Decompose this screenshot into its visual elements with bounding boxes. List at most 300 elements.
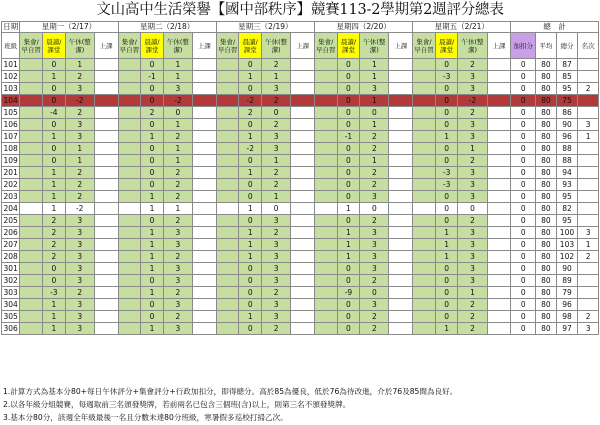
score-cell[interactable] xyxy=(314,275,337,287)
score-cell[interactable]: 3 xyxy=(360,239,389,251)
score-cell[interactable] xyxy=(118,107,141,119)
score-cell[interactable] xyxy=(389,167,413,179)
score-cell[interactable]: 2 xyxy=(360,323,389,335)
score-cell[interactable] xyxy=(20,203,43,215)
rank-cell[interactable] xyxy=(578,179,599,191)
average-cell[interactable]: 80 xyxy=(536,119,557,131)
score-cell[interactable] xyxy=(94,59,118,71)
score-cell[interactable]: 1 xyxy=(65,59,94,71)
score-cell[interactable]: 2 xyxy=(43,227,66,239)
class-cell[interactable]: 102 xyxy=(2,71,20,83)
score-cell[interactable] xyxy=(20,155,43,167)
score-cell[interactable]: 2 xyxy=(43,239,66,251)
score-cell[interactable] xyxy=(314,179,337,191)
adjust-cell[interactable]: 0 xyxy=(511,323,536,335)
class-cell[interactable]: 206 xyxy=(2,227,20,239)
score-cell[interactable]: 1 xyxy=(141,251,164,263)
score-cell[interactable] xyxy=(389,299,413,311)
score-cell[interactable]: 2 xyxy=(458,299,487,311)
score-cell[interactable] xyxy=(118,203,141,215)
score-cell[interactable]: 1 xyxy=(43,191,66,203)
score-cell[interactable]: 1 xyxy=(360,59,389,71)
score-cell[interactable] xyxy=(314,71,337,83)
score-cell[interactable] xyxy=(216,95,239,107)
score-cell[interactable] xyxy=(118,191,141,203)
score-cell[interactable] xyxy=(389,263,413,275)
score-cell[interactable]: 2 xyxy=(239,107,262,119)
score-cell[interactable] xyxy=(20,299,43,311)
score-cell[interactable]: 2 xyxy=(458,323,487,335)
score-cell[interactable] xyxy=(216,251,239,263)
adjust-cell[interactable]: 0 xyxy=(511,179,536,191)
score-cell[interactable]: 3 xyxy=(360,83,389,95)
score-cell[interactable] xyxy=(487,83,511,95)
score-cell[interactable]: 2 xyxy=(65,107,94,119)
score-cell[interactable] xyxy=(94,131,118,143)
class-cell[interactable]: 205 xyxy=(2,215,20,227)
score-cell[interactable]: 0 xyxy=(43,59,66,71)
score-cell[interactable]: 0 xyxy=(262,203,291,215)
score-cell[interactable] xyxy=(413,71,436,83)
score-cell[interactable]: 1 xyxy=(239,239,262,251)
score-cell[interactable]: 2 xyxy=(43,215,66,227)
score-cell[interactable]: 2 xyxy=(458,311,487,323)
score-cell[interactable] xyxy=(20,275,43,287)
table-row[interactable] xyxy=(2,275,599,287)
average-cell[interactable]: 80 xyxy=(536,71,557,83)
score-cell[interactable]: 0 xyxy=(435,191,458,203)
score-cell[interactable] xyxy=(314,143,337,155)
score-cell[interactable]: -3 xyxy=(435,167,458,179)
score-cell[interactable] xyxy=(20,83,43,95)
score-cell[interactable] xyxy=(487,191,511,203)
score-cell[interactable] xyxy=(216,275,239,287)
score-cell[interactable] xyxy=(291,263,315,275)
score-cell[interactable] xyxy=(216,203,239,215)
table-row[interactable] xyxy=(2,215,599,227)
adjust-cell[interactable]: 0 xyxy=(511,203,536,215)
score-cell[interactable] xyxy=(94,71,118,83)
score-cell[interactable]: -1 xyxy=(337,131,360,143)
score-cell[interactable] xyxy=(413,167,436,179)
average-cell[interactable]: 80 xyxy=(536,299,557,311)
score-cell[interactable] xyxy=(118,95,141,107)
score-cell[interactable] xyxy=(94,215,118,227)
score-cell[interactable] xyxy=(20,119,43,131)
score-cell[interactable]: 2 xyxy=(360,275,389,287)
score-cell[interactable] xyxy=(216,323,239,335)
score-cell[interactable]: 0 xyxy=(435,59,458,71)
score-cell[interactable] xyxy=(216,119,239,131)
score-cell[interactable] xyxy=(314,119,337,131)
adjust-cell[interactable]: 0 xyxy=(511,275,536,287)
score-cell[interactable] xyxy=(487,179,511,191)
class-cell[interactable]: 203 xyxy=(2,191,20,203)
total-cell[interactable]: 85 xyxy=(556,71,578,83)
score-cell[interactable] xyxy=(192,179,216,191)
table-row[interactable] xyxy=(2,299,599,311)
score-cell[interactable]: 2 xyxy=(360,311,389,323)
score-cell[interactable]: 1 xyxy=(141,227,164,239)
score-cell[interactable] xyxy=(291,179,315,191)
score-cell[interactable]: -3 xyxy=(435,179,458,191)
score-cell[interactable] xyxy=(389,95,413,107)
score-cell[interactable]: 3 xyxy=(360,263,389,275)
score-cell[interactable] xyxy=(118,71,141,83)
score-cell[interactable]: 2 xyxy=(262,323,291,335)
score-cell[interactable]: 0 xyxy=(337,215,360,227)
score-cell[interactable] xyxy=(192,95,216,107)
score-cell[interactable] xyxy=(389,287,413,299)
total-cell[interactable]: 94 xyxy=(556,167,578,179)
score-cell[interactable]: 0 xyxy=(141,143,164,155)
score-cell[interactable] xyxy=(389,143,413,155)
score-cell[interactable] xyxy=(413,179,436,191)
score-cell[interactable]: 0 xyxy=(337,311,360,323)
score-cell[interactable]: 0 xyxy=(239,59,262,71)
score-cell[interactable]: 2 xyxy=(163,131,192,143)
score-cell[interactable] xyxy=(192,203,216,215)
score-cell[interactable] xyxy=(413,143,436,155)
total-cell[interactable]: 88 xyxy=(556,155,578,167)
score-cell[interactable] xyxy=(314,95,337,107)
score-cell[interactable] xyxy=(314,107,337,119)
score-cell[interactable]: 0 xyxy=(141,275,164,287)
score-cell[interactable]: 1 xyxy=(435,131,458,143)
adjust-cell[interactable]: 0 xyxy=(511,107,536,119)
class-cell[interactable]: 103 xyxy=(2,83,20,95)
score-cell[interactable] xyxy=(291,227,315,239)
score-cell[interactable]: 0 xyxy=(337,119,360,131)
score-cell[interactable]: 1 xyxy=(43,71,66,83)
rank-cell[interactable] xyxy=(578,215,599,227)
class-cell[interactable]: 304 xyxy=(2,299,20,311)
score-cell[interactable]: 0 xyxy=(435,299,458,311)
total-cell[interactable]: 89 xyxy=(556,275,578,287)
score-cell[interactable] xyxy=(20,167,43,179)
score-cell[interactable]: 3 xyxy=(458,179,487,191)
score-cell[interactable] xyxy=(487,143,511,155)
score-cell[interactable]: 2 xyxy=(65,287,94,299)
score-cell[interactable]: 3 xyxy=(163,275,192,287)
score-cell[interactable] xyxy=(192,131,216,143)
score-cell[interactable] xyxy=(118,155,141,167)
score-cell[interactable] xyxy=(192,167,216,179)
adjust-cell[interactable]: 0 xyxy=(511,215,536,227)
score-cell[interactable]: 2 xyxy=(458,59,487,71)
class-cell[interactable]: 202 xyxy=(2,179,20,191)
score-cell[interactable] xyxy=(192,71,216,83)
score-cell[interactable] xyxy=(192,287,216,299)
score-cell[interactable]: 2 xyxy=(360,179,389,191)
score-cell[interactable] xyxy=(20,311,43,323)
score-cell[interactable] xyxy=(118,263,141,275)
score-cell[interactable] xyxy=(118,59,141,71)
score-cell[interactable] xyxy=(413,203,436,215)
adjust-cell[interactable]: 0 xyxy=(511,59,536,71)
score-cell[interactable]: -9 xyxy=(337,287,360,299)
score-cell[interactable] xyxy=(192,107,216,119)
score-cell[interactable] xyxy=(216,167,239,179)
adjust-cell[interactable]: 0 xyxy=(511,299,536,311)
score-cell[interactable] xyxy=(314,323,337,335)
score-cell[interactable] xyxy=(291,83,315,95)
score-cell[interactable]: -2 xyxy=(458,95,487,107)
table-row[interactable] xyxy=(2,227,599,239)
score-cell[interactable] xyxy=(192,323,216,335)
score-cell[interactable]: 2 xyxy=(360,215,389,227)
score-cell[interactable] xyxy=(413,239,436,251)
score-cell[interactable] xyxy=(487,155,511,167)
score-cell[interactable] xyxy=(216,155,239,167)
table-row[interactable] xyxy=(2,167,599,179)
score-cell[interactable] xyxy=(20,251,43,263)
score-cell[interactable] xyxy=(20,239,43,251)
score-cell[interactable] xyxy=(192,155,216,167)
score-cell[interactable]: 1 xyxy=(360,155,389,167)
adjust-cell[interactable]: 0 xyxy=(511,155,536,167)
average-cell[interactable]: 80 xyxy=(536,215,557,227)
score-cell[interactable] xyxy=(413,131,436,143)
score-cell[interactable] xyxy=(389,131,413,143)
score-cell[interactable] xyxy=(314,203,337,215)
score-cell[interactable] xyxy=(291,167,315,179)
score-cell[interactable]: 1 xyxy=(360,119,389,131)
score-cell[interactable]: 1 xyxy=(163,71,192,83)
score-cell[interactable]: 2 xyxy=(458,155,487,167)
score-cell[interactable]: 0 xyxy=(337,167,360,179)
score-cell[interactable] xyxy=(389,251,413,263)
score-cell[interactable]: 2 xyxy=(65,179,94,191)
score-cell[interactable] xyxy=(487,119,511,131)
total-cell[interactable]: 96 xyxy=(556,299,578,311)
score-cell[interactable]: 1 xyxy=(163,155,192,167)
score-cell[interactable] xyxy=(20,59,43,71)
rank-cell[interactable] xyxy=(578,95,599,107)
score-cell[interactable] xyxy=(291,143,315,155)
class-cell[interactable]: 104 xyxy=(2,95,20,107)
score-cell[interactable] xyxy=(487,107,511,119)
score-cell[interactable] xyxy=(192,263,216,275)
score-cell[interactable]: -2 xyxy=(239,95,262,107)
score-cell[interactable] xyxy=(389,179,413,191)
score-cell[interactable]: 2 xyxy=(65,71,94,83)
rank-cell[interactable]: 2 xyxy=(578,83,599,95)
total-cell[interactable]: 90 xyxy=(556,119,578,131)
score-cell[interactable] xyxy=(389,107,413,119)
score-cell[interactable]: 3 xyxy=(458,131,487,143)
score-cell[interactable]: 3 xyxy=(65,323,94,335)
score-cell[interactable]: 0 xyxy=(141,215,164,227)
average-cell[interactable]: 80 xyxy=(536,323,557,335)
score-cell[interactable] xyxy=(389,239,413,251)
score-cell[interactable] xyxy=(94,155,118,167)
score-cell[interactable]: 1 xyxy=(163,143,192,155)
class-cell[interactable]: 306 xyxy=(2,323,20,335)
score-cell[interactable]: 0 xyxy=(435,203,458,215)
score-cell[interactable] xyxy=(94,227,118,239)
score-cell[interactable]: 3 xyxy=(458,71,487,83)
score-cell[interactable] xyxy=(216,299,239,311)
score-cell[interactable]: 1 xyxy=(43,299,66,311)
score-cell[interactable]: 0 xyxy=(141,167,164,179)
average-cell[interactable]: 80 xyxy=(536,311,557,323)
score-cell[interactable] xyxy=(216,179,239,191)
score-cell[interactable] xyxy=(216,239,239,251)
score-cell[interactable] xyxy=(94,167,118,179)
score-cell[interactable]: 0 xyxy=(141,299,164,311)
rank-cell[interactable] xyxy=(578,275,599,287)
score-cell[interactable] xyxy=(389,311,413,323)
score-cell[interactable]: 1 xyxy=(435,227,458,239)
score-cell[interactable] xyxy=(487,263,511,275)
class-cell[interactable]: 106 xyxy=(2,119,20,131)
score-cell[interactable]: 1 xyxy=(43,131,66,143)
score-cell[interactable] xyxy=(487,167,511,179)
total-cell[interactable]: 82 xyxy=(556,203,578,215)
score-cell[interactable]: 3 xyxy=(65,275,94,287)
score-cell[interactable] xyxy=(192,191,216,203)
score-cell[interactable]: 0 xyxy=(337,59,360,71)
score-cell[interactable] xyxy=(118,299,141,311)
score-cell[interactable]: 3 xyxy=(163,263,192,275)
class-cell[interactable]: 301 xyxy=(2,263,20,275)
score-cell[interactable] xyxy=(291,155,315,167)
rank-cell[interactable] xyxy=(578,263,599,275)
rank-cell[interactable]: 1 xyxy=(578,131,599,143)
score-cell[interactable]: 2 xyxy=(65,191,94,203)
score-cell[interactable] xyxy=(314,167,337,179)
score-cell[interactable] xyxy=(94,287,118,299)
score-cell[interactable]: 1 xyxy=(239,167,262,179)
score-cell[interactable]: 0 xyxy=(337,263,360,275)
score-cell[interactable] xyxy=(20,287,43,299)
score-cell[interactable]: 1 xyxy=(65,143,94,155)
score-cell[interactable]: 1 xyxy=(360,71,389,83)
table-row[interactable] xyxy=(2,119,599,131)
class-cell[interactable]: 303 xyxy=(2,287,20,299)
score-cell[interactable]: 1 xyxy=(141,323,164,335)
score-cell[interactable] xyxy=(216,215,239,227)
score-cell[interactable]: 0 xyxy=(239,155,262,167)
table-row[interactable] xyxy=(2,59,599,71)
score-cell[interactable] xyxy=(20,143,43,155)
score-cell[interactable] xyxy=(20,263,43,275)
score-cell[interactable] xyxy=(94,275,118,287)
score-cell[interactable]: 0 xyxy=(43,143,66,155)
score-cell[interactable]: 3 xyxy=(65,119,94,131)
rank-cell[interactable] xyxy=(578,299,599,311)
score-cell[interactable]: 0 xyxy=(141,83,164,95)
total-cell[interactable]: 93 xyxy=(556,179,578,191)
score-cell[interactable]: -1 xyxy=(141,71,164,83)
table-row[interactable] xyxy=(2,323,599,335)
score-cell[interactable] xyxy=(487,251,511,263)
score-cell[interactable] xyxy=(389,227,413,239)
class-cell[interactable]: 108 xyxy=(2,143,20,155)
average-cell[interactable]: 80 xyxy=(536,287,557,299)
average-cell[interactable]: 80 xyxy=(536,179,557,191)
table-row[interactable] xyxy=(2,203,599,215)
average-cell[interactable]: 80 xyxy=(536,203,557,215)
score-cell[interactable] xyxy=(94,107,118,119)
score-cell[interactable]: 0 xyxy=(239,215,262,227)
score-cell[interactable]: 3 xyxy=(163,323,192,335)
score-cell[interactable]: 0 xyxy=(43,119,66,131)
total-cell[interactable]: 79 xyxy=(556,287,578,299)
average-cell[interactable]: 80 xyxy=(536,191,557,203)
score-cell[interactable] xyxy=(192,227,216,239)
table-row[interactable] xyxy=(2,143,599,155)
score-cell[interactable]: 2 xyxy=(163,191,192,203)
score-cell[interactable]: 1 xyxy=(337,239,360,251)
total-cell[interactable]: 87 xyxy=(556,59,578,71)
score-cell[interactable]: 2 xyxy=(65,167,94,179)
score-cell[interactable]: 2 xyxy=(262,227,291,239)
score-cell[interactable] xyxy=(413,155,436,167)
score-cell[interactable] xyxy=(487,203,511,215)
score-cell[interactable]: 3 xyxy=(458,191,487,203)
score-cell[interactable] xyxy=(216,227,239,239)
score-cell[interactable]: 0 xyxy=(239,179,262,191)
score-cell[interactable] xyxy=(192,143,216,155)
score-cell[interactable] xyxy=(413,275,436,287)
score-cell[interactable] xyxy=(118,275,141,287)
score-cell[interactable]: 1 xyxy=(337,203,360,215)
score-cell[interactable] xyxy=(413,95,436,107)
class-cell[interactable]: 201 xyxy=(2,167,20,179)
score-cell[interactable] xyxy=(291,107,315,119)
score-cell[interactable]: 2 xyxy=(360,131,389,143)
table-row[interactable] xyxy=(2,131,599,143)
table-row[interactable] xyxy=(2,251,599,263)
score-cell[interactable] xyxy=(389,71,413,83)
score-cell[interactable]: 0 xyxy=(337,71,360,83)
score-cell[interactable] xyxy=(94,95,118,107)
score-cell[interactable]: 0 xyxy=(43,83,66,95)
score-cell[interactable]: 1 xyxy=(337,251,360,263)
score-cell[interactable] xyxy=(389,119,413,131)
score-cell[interactable] xyxy=(389,191,413,203)
score-cell[interactable] xyxy=(314,59,337,71)
score-cell[interactable]: 2 xyxy=(163,251,192,263)
score-cell[interactable]: 1 xyxy=(435,239,458,251)
score-cell[interactable]: 1 xyxy=(239,71,262,83)
total-cell[interactable]: 86 xyxy=(556,107,578,119)
score-cell[interactable] xyxy=(94,299,118,311)
score-cell[interactable]: 1 xyxy=(360,95,389,107)
score-cell[interactable]: 2 xyxy=(360,167,389,179)
score-cell[interactable]: 3 xyxy=(458,263,487,275)
score-cell[interactable]: 2 xyxy=(262,95,291,107)
score-cell[interactable]: 0 xyxy=(435,95,458,107)
total-cell[interactable]: 95 xyxy=(556,191,578,203)
average-cell[interactable]: 80 xyxy=(536,155,557,167)
rank-cell[interactable] xyxy=(578,191,599,203)
score-cell[interactable] xyxy=(20,191,43,203)
score-cell[interactable] xyxy=(487,275,511,287)
score-cell[interactable]: 0 xyxy=(141,179,164,191)
average-cell[interactable]: 80 xyxy=(536,107,557,119)
class-cell[interactable]: 208 xyxy=(2,251,20,263)
score-cell[interactable] xyxy=(291,311,315,323)
rank-cell[interactable]: 3 xyxy=(578,119,599,131)
rank-cell[interactable]: 1 xyxy=(578,239,599,251)
average-cell[interactable]: 80 xyxy=(536,143,557,155)
score-cell[interactable]: 1 xyxy=(239,203,262,215)
total-cell[interactable]: 103 xyxy=(556,239,578,251)
score-cell[interactable]: 1 xyxy=(141,239,164,251)
